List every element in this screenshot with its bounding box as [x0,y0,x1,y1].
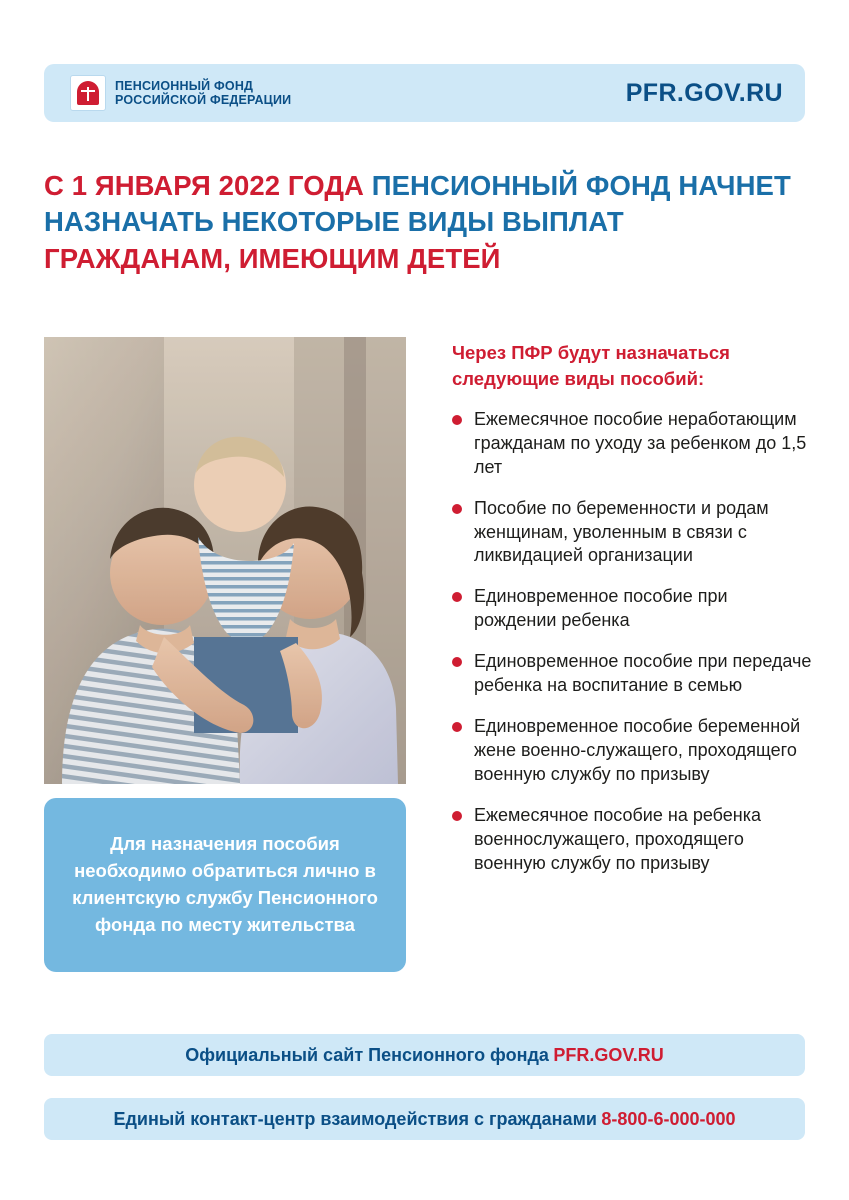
list-item: Пособие по беременности и родам женщинам, уволенным в связи с ликвидацией организации [452,497,812,569]
note-text: Для назначения пособия необходимо обратиться лично в клиентскую службу Пенсионного фонда по месту жительства [72,833,378,935]
logo-text [115,79,291,108]
footer-phone-bar [44,1098,805,1140]
footer-phone-label: Единый контакт-центр взаимодействия с гражданами [113,1108,597,1129]
list-item: Единовременное пособие беременной жене военно-служащего, проходящего военную службу по призыву [452,715,812,787]
benefits-list [452,408,812,876]
list-item: Единовременное пособие при рождении ребенка [452,585,812,633]
footer-website-bar [44,1034,805,1076]
footer-website-label: Официальный сайт Пенсионного фонда [185,1044,549,1065]
headline-part-2: ПЕНСИОННЫЙ ФОНД НАЧНЕТ НАЗНАЧАТЬ НЕКОТОРЫЕ ВИДЫ ВЫПЛАТ [44,170,791,238]
headline-part-3: ГРАЖДАНАМ, ИМЕЮЩИМ ДЕТЕЙ [44,242,501,274]
list-item: Ежемесячное пособие неработающим гражданам по уходу за ребенком до 1,5 лет [452,408,812,480]
family-photo [44,337,406,784]
logo-line-1: ПЕНСИОННЫЙ ФОНД [115,78,254,93]
logo-line-2: РОССИЙСКОЙ ФЕДЕРАЦИИ [115,93,292,107]
pfr-emblem-icon [70,75,106,111]
benefits-section [452,340,812,893]
list-item: Единовременное пособие при передаче ребенка на воспитание в семью [452,650,812,698]
pfr-logo [70,75,291,111]
benefits-title: Через ПФР будут назначаться следующие виды пособий: [452,342,730,389]
footer-website-value[interactable]: PFR.GOV.RU [553,1044,664,1065]
header-bar [44,64,805,122]
footer-phone-value[interactable]: 8-800-6-000-000 [601,1108,736,1129]
page-title [44,168,814,277]
headline-part-1: С 1 ЯНВАРЯ 2022 ГОДА [44,170,364,201]
note-box [44,798,406,972]
list-item: Ежемесячное пособие на ребенка военнослужащего, проходящего военную службу по призыву [452,804,812,876]
header-website-link[interactable]: PFR.GOV.RU [625,78,783,107]
